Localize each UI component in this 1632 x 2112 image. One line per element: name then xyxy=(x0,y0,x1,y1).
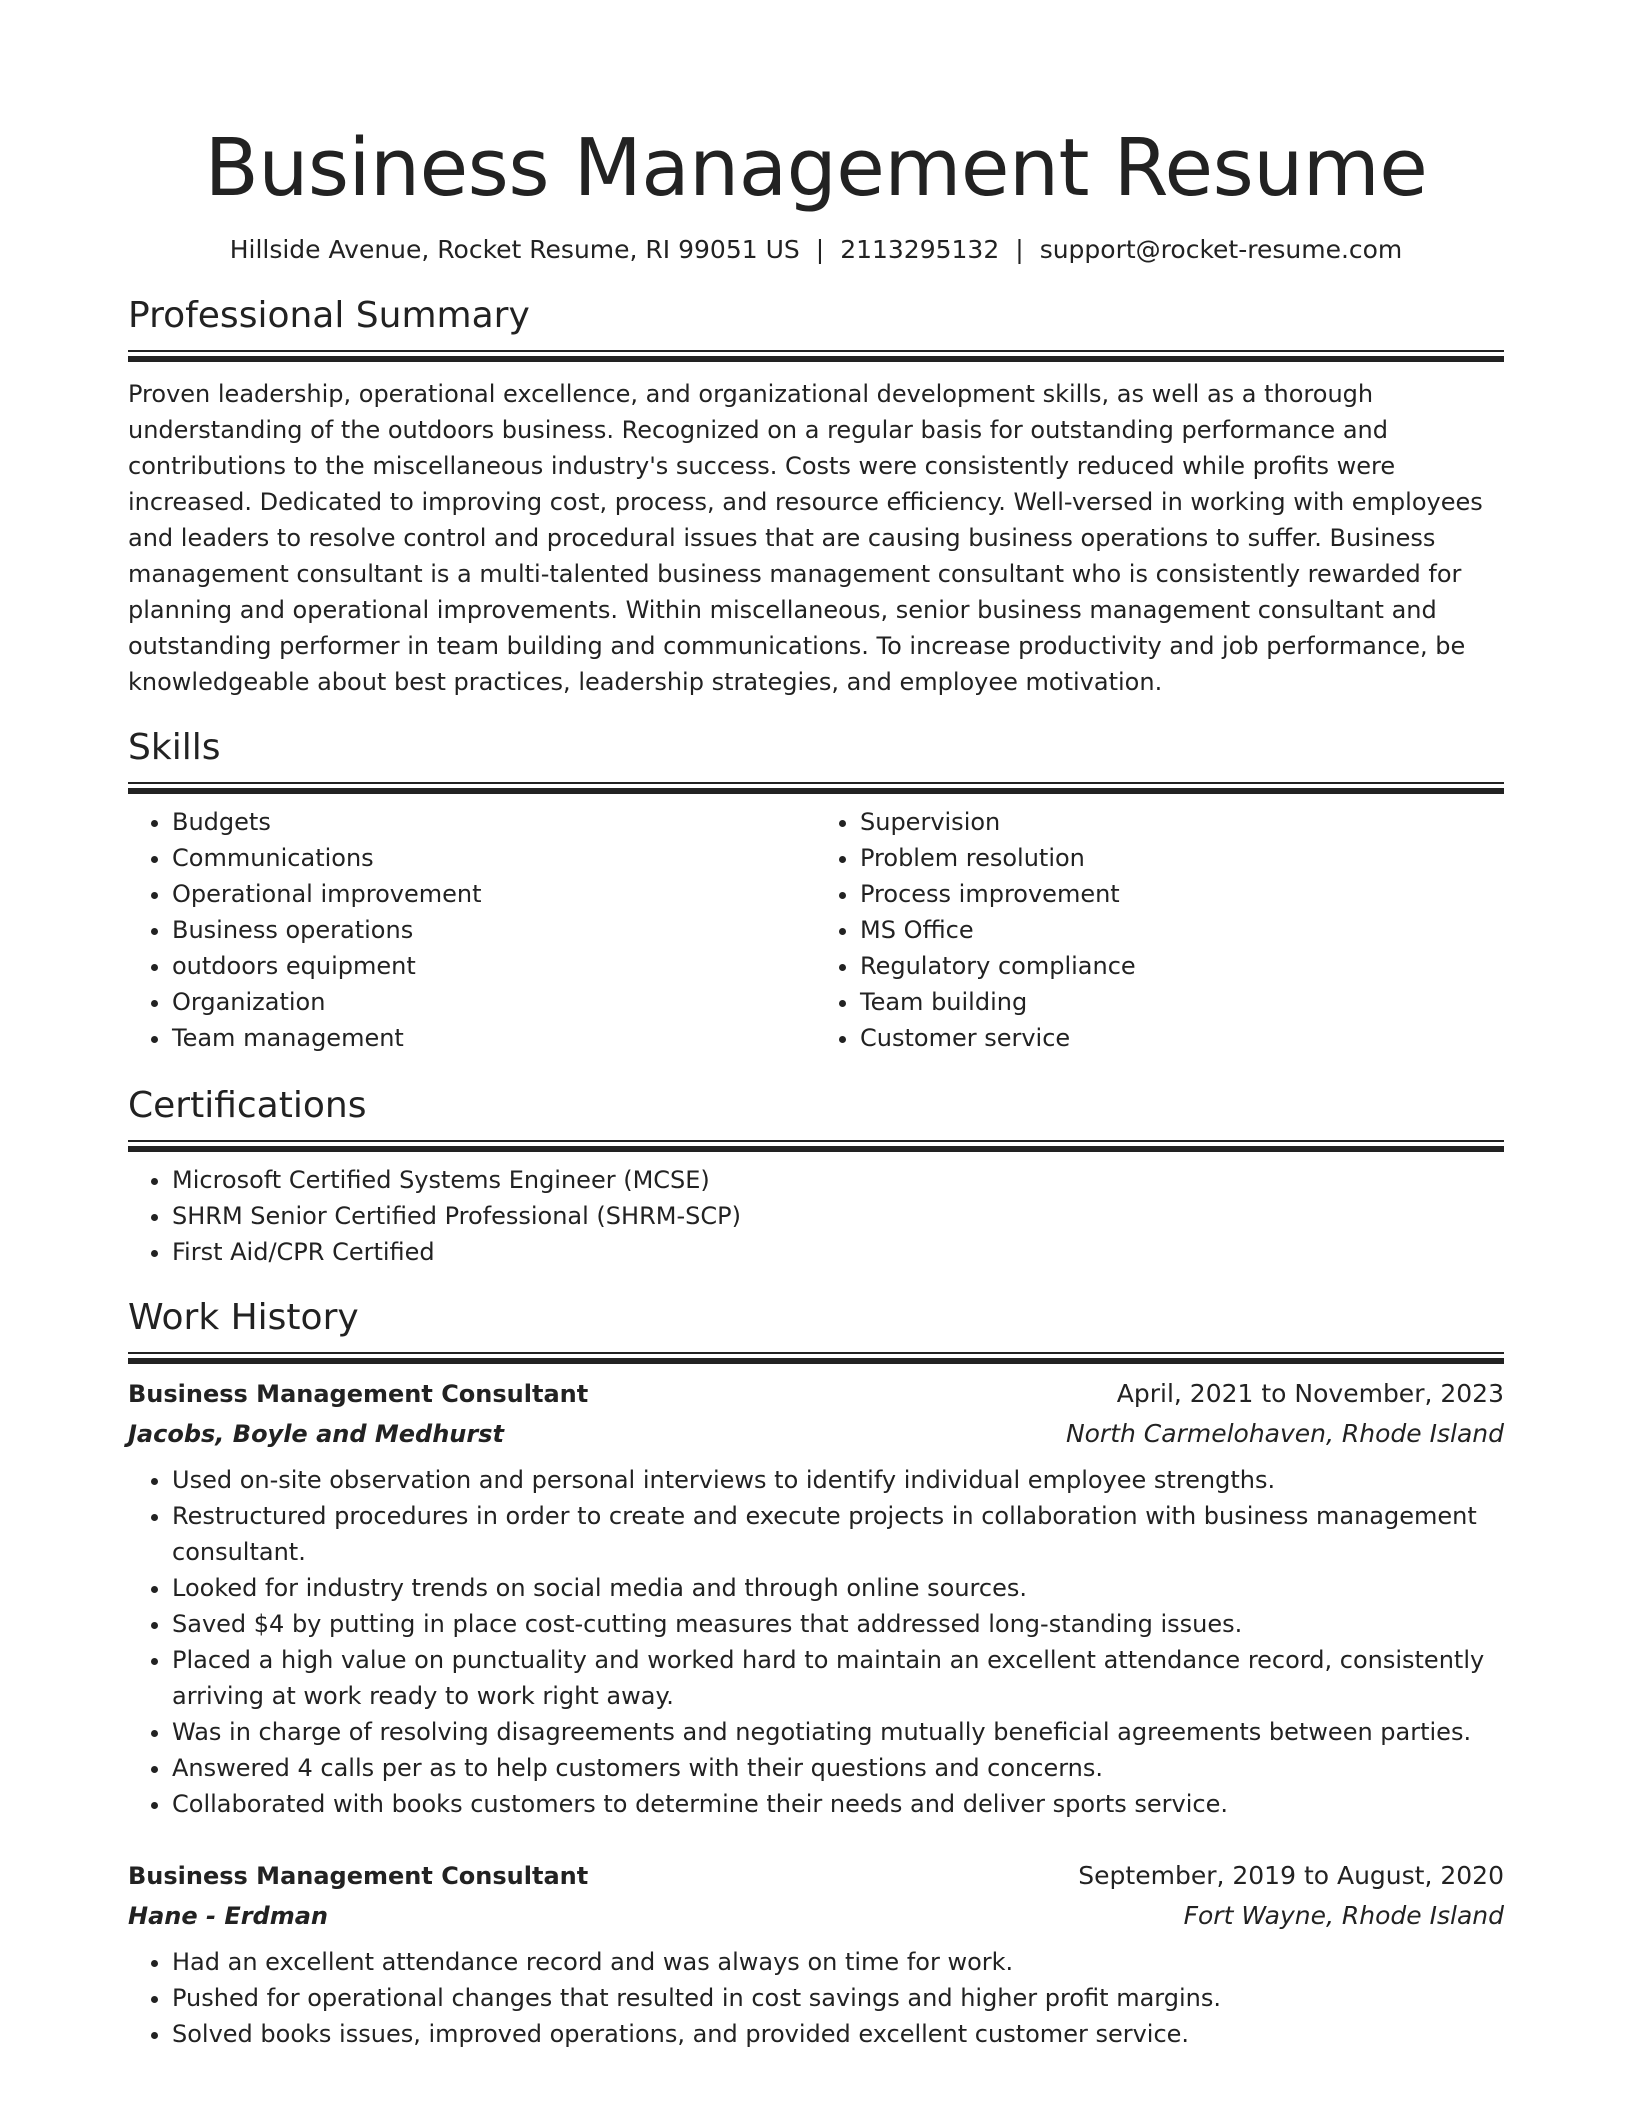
job-header-row xyxy=(128,1856,1504,1896)
job-bullet: • Restructured procedures in order to create and execute projects in collaboration with business management consultant. xyxy=(172,1498,1504,1570)
job-company: Jacobs, Boyle and Medhurst xyxy=(128,1420,504,1448)
job-title: Business Management Consultant xyxy=(128,1380,589,1408)
job-bullet: • Answered 4 calls per as to help customers with their questions and concerns. xyxy=(172,1750,1504,1786)
job-title: Business Management Consultant xyxy=(128,1862,589,1890)
section-heading: Certifications xyxy=(128,1085,367,1126)
job-entry xyxy=(128,1374,1504,1822)
skill-item: • Budgets xyxy=(172,804,816,840)
certifications-list xyxy=(128,1162,1504,1270)
job-bullet: • Used on-site observation and personal interviews to identify individual employee strengths. xyxy=(172,1462,1504,1498)
job-bullet: • Solved books issues, improved operations, and provided excellent customer service. xyxy=(172,2016,1504,2052)
section-heading: Professional Summary xyxy=(128,295,530,336)
skill-item: • MS Office xyxy=(860,912,1504,948)
certification-item: • SHRM Senior Certified Professional (SHRM-SCP) xyxy=(172,1198,1504,1234)
job-entry xyxy=(128,1856,1504,2052)
job-bullet: • Pushed for operational changes that resulted in cost savings and higher profit margins. xyxy=(172,1980,1504,2016)
job-bullet: • Had an excellent attendance record and was always on time for work. xyxy=(172,1944,1504,1980)
section-divider xyxy=(128,1352,1504,1364)
skills-left-list xyxy=(128,804,816,1056)
job-bullet: • Saved $4 by putting in place cost-cutting measures that addressed long-standing issues. xyxy=(172,1606,1504,1642)
job-bullet: • Looked for industry trends on social media and through online sources. xyxy=(172,1570,1504,1606)
certification-item: • First Aid/CPR Certified xyxy=(172,1234,1504,1270)
skill-item: • outdoors equipment xyxy=(172,948,816,984)
skills-section xyxy=(128,724,1504,1056)
contact-email: support@rocket-resume.com xyxy=(1039,235,1403,264)
job-header-row xyxy=(128,1374,1504,1414)
job-bullet: • Collaborated with books customers to determine their needs and deliver sports service. xyxy=(172,1786,1504,1822)
skill-item: • Process improvement xyxy=(860,876,1504,912)
job-bullet: • Was in charge of resolving disagreements and negotiating mutually beneficial agreements between parties. xyxy=(172,1714,1504,1750)
resume-title: Business Management Resume xyxy=(204,122,1428,214)
job-dates: September, 2019 to August, 2020 xyxy=(1078,1861,1504,1890)
job-location: North Carmelohaven, Rhode Island xyxy=(1065,1419,1504,1448)
skill-item: • Regulatory compliance xyxy=(860,948,1504,984)
job-bullets xyxy=(128,1944,1504,2052)
skill-item: • Team management xyxy=(172,1020,816,1056)
skill-item: • Problem resolution xyxy=(860,840,1504,876)
contact-phone: 2113295132 xyxy=(840,235,1000,264)
job-company-row xyxy=(128,1414,1504,1454)
skill-item: • Operational improvement xyxy=(172,876,816,912)
certifications-section xyxy=(128,1082,1504,1270)
skill-item: • Team building xyxy=(860,984,1504,1020)
skill-item: • Communications xyxy=(172,840,816,876)
contact-separator: | xyxy=(815,235,825,264)
job-bullet: • Placed a high value on punctuality and worked hard to maintain an excellent attendance record, consistently arriving at work ready to work right away. xyxy=(172,1642,1504,1714)
professional-summary-section xyxy=(128,292,1504,700)
skill-item: • Organization xyxy=(172,984,816,1020)
job-dates: April, 2021 to November, 2023 xyxy=(1116,1379,1504,1408)
work-history-section xyxy=(128,1294,1504,2052)
section-divider xyxy=(128,1140,1504,1152)
job-company-row xyxy=(128,1896,1504,1936)
summary-text: Proven leadership, operational excellence, and organizational development skills, as well as a thorough understanding of the outdoors business. Recognized on a regular basis for outstanding performance and contributions to the miscellaneous industry's success. Costs were consistently reduced while profits were increased. Dedicated to improving cost, process, and resource efficiency. Well-versed in working with employees and leaders to resolve control and procedural issues that are causing business operations to suffer. Business management consultant is a multi-talented business management consultant who is consistently rewarded for planning and operational improvements. Within miscellaneous, senior business management consultant and outstanding performer in team building and communications. To increase productivity and job performance, be knowledgeable about best practices, leadership strategies, and employee motivation. xyxy=(128,380,1483,696)
skill-item: • Business operations xyxy=(172,912,816,948)
contact-address: Hillside Avenue, Rocket Resume, RI 99051 US xyxy=(229,235,800,264)
job-location: Fort Wayne, Rhode Island xyxy=(1183,1901,1504,1930)
skills-columns xyxy=(128,794,1504,1056)
job-company: Hane - Erdman xyxy=(128,1902,329,1930)
skills-right-list xyxy=(816,804,1504,1056)
job-bullets xyxy=(128,1462,1504,1822)
contact-line xyxy=(128,232,1504,268)
certification-item: • Microsoft Certified Systems Engineer (MCSE) xyxy=(172,1162,1504,1198)
skill-item: • Customer service xyxy=(860,1020,1504,1056)
section-divider xyxy=(128,350,1504,362)
contact-separator: | xyxy=(1015,235,1024,264)
section-heading: Skills xyxy=(128,727,221,768)
skill-item: • Supervision xyxy=(860,804,1504,840)
section-divider xyxy=(128,782,1504,794)
section-heading: Work History xyxy=(128,1297,359,1338)
